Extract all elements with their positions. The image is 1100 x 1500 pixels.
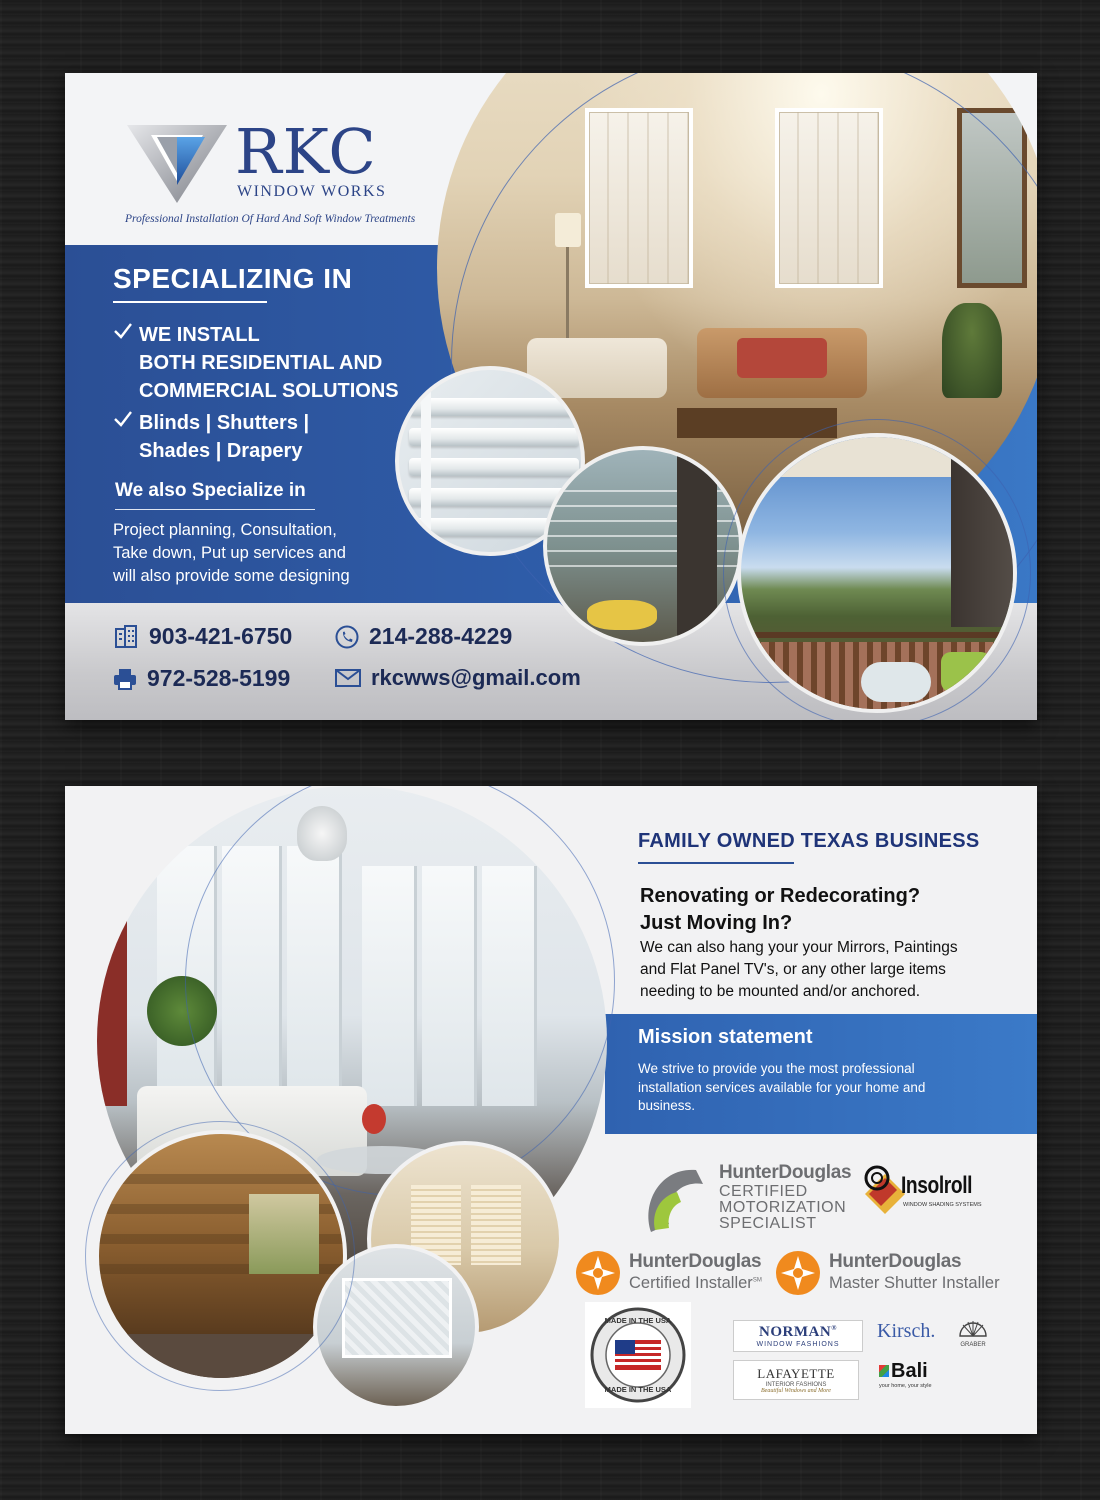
specialty-line: Shades | Drapery xyxy=(139,440,303,462)
front-card xyxy=(65,73,1037,720)
phone-icon xyxy=(335,625,359,649)
back-card xyxy=(65,786,1037,1434)
hd-master-shutter-logo: HunterDouglas Master Shutter Installer xyxy=(775,1250,1025,1298)
checkmark-icon xyxy=(113,321,135,349)
mission-text: We strive to provide you the most professional installation services available for your home and business. xyxy=(638,1061,926,1113)
specialty-line: COMMERCIAL SOLUTIONS xyxy=(139,380,399,402)
sheer-shade-photo xyxy=(543,446,743,646)
logo-name: RKC xyxy=(235,115,377,188)
specialty-line: Blinds | Shutters | xyxy=(139,412,310,434)
also-specialize-text: Project planning, Consultation, Take down, Put up services and will also provide some designing xyxy=(113,521,350,585)
phone[interactable] xyxy=(335,623,512,650)
heading-underline xyxy=(638,862,794,864)
family-owned-heading: FAMILY OWNED TEXAS BUSINESS xyxy=(638,830,980,852)
graber-fan-icon xyxy=(958,1316,988,1338)
phone-number: 214-288-4229 xyxy=(369,623,513,649)
hd-swoosh-icon xyxy=(641,1162,713,1234)
specialty-line: WE INSTALL xyxy=(139,324,260,346)
also-specialize-title: We also Specialize in xyxy=(115,480,306,501)
email-address: rkcwws@gmail.com xyxy=(371,665,581,690)
logo-subtitle: WINDOW WORKS xyxy=(237,183,387,200)
specializing-title: SPECIALIZING IN xyxy=(113,263,353,294)
hd-orange-badge-icon xyxy=(575,1250,621,1296)
renovating-text: We can also hang your your Mirrors, Paintings and Flat Panel TV's, or any other large items needing to be mounted and/or anchored. xyxy=(640,939,958,1000)
email[interactable] xyxy=(335,665,581,691)
made-in-usa-badge: MADE IN THE USA MADE IN THE USA xyxy=(585,1302,691,1408)
graber-logo: GRABER xyxy=(955,1316,991,1348)
norman-logo: NORMAN® WINDOW FASHIONS xyxy=(733,1320,863,1352)
office-phone[interactable] xyxy=(113,623,292,650)
also-underline xyxy=(115,509,315,510)
insolroll-logo: Insolroll WINDOW SHADING SYSTEMS xyxy=(861,1162,991,1222)
checkmark-icon xyxy=(113,409,135,437)
specialty-line: BOTH RESIDENTIAL AND xyxy=(139,352,383,374)
mission-title: Mission statement xyxy=(638,1026,813,1048)
title-underline xyxy=(113,301,267,303)
fax[interactable] xyxy=(113,665,290,692)
hd-orange-badge-icon xyxy=(775,1250,821,1296)
hd-motorization-logo: HunterDouglas CERTIFIED MOTORIZATION SPECIALIST xyxy=(641,1162,841,1242)
renovating-heading: Renovating or Redecorating? Just Moving In? xyxy=(640,885,921,934)
logo-triangle-icon xyxy=(127,123,227,203)
building-icon xyxy=(113,625,139,649)
hd-certified-installer-logo: HunterDouglas Certified Installer℠ xyxy=(575,1250,775,1298)
printer-icon xyxy=(113,668,137,690)
bali-mark-icon xyxy=(879,1365,889,1377)
bali-logo: Bali your home, your style xyxy=(879,1360,932,1389)
lafayette-logo: LAFAYETTE INTERIOR FASHIONS Beautiful Windows and More xyxy=(733,1360,859,1400)
kirsch-logo: Kirsch. xyxy=(877,1320,936,1342)
office-phone-number: 903-421-6750 xyxy=(149,623,293,649)
fax-number: 972-528-5199 xyxy=(147,665,291,691)
envelope-icon xyxy=(335,669,361,687)
logo-tagline: Professional Installation Of Hard And Soft Window Treatments xyxy=(125,213,416,225)
